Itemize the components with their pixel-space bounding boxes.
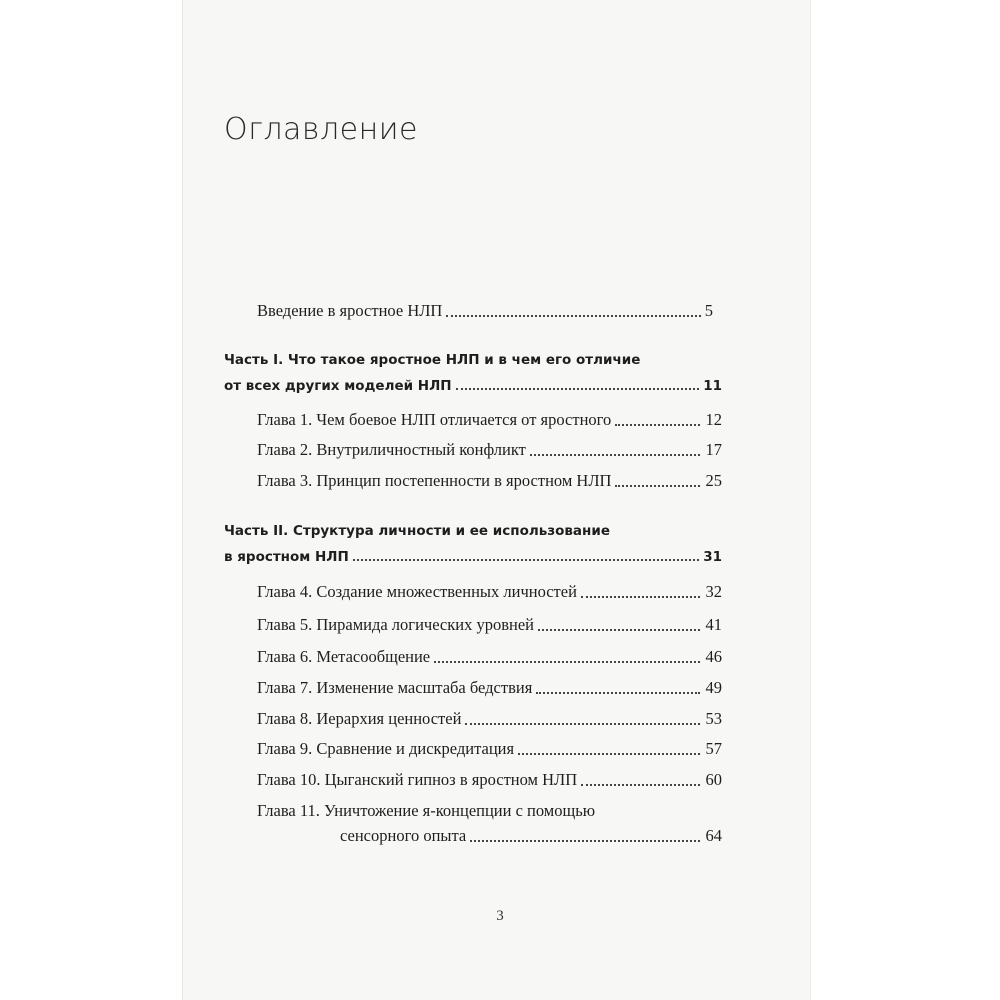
toc-entry-label: Введение в яростное НЛП — [257, 301, 443, 320]
part-2-heading-line1: Часть II. Структура личности и ее использование — [224, 523, 610, 539]
toc-entry-page: 5 — [704, 301, 713, 320]
toc-entry-label: Глава 9. Сравнение и дискредитация — [257, 739, 515, 758]
toc-entry-page: 53 — [705, 709, 722, 728]
toc-entry-label: Глава 7. Изменение масштаба бедствия — [257, 678, 533, 697]
toc-entry-label: Глава 10. Цыганский гипноз в яростном НЛП — [257, 770, 578, 789]
toc-entry-page: 60 — [705, 770, 722, 789]
toc-entry-page: 12 — [705, 410, 722, 429]
toc-entry-page: 41 — [705, 615, 722, 634]
toc-entry-page: 11 — [703, 378, 722, 394]
toc-entry-page: 17 — [705, 440, 722, 459]
book-page — [183, 0, 810, 1000]
toc-entry-page: 46 — [705, 647, 722, 666]
toc-entry-chapter-6 — [257, 647, 722, 667]
toc-entry-chapter-3 — [257, 471, 722, 491]
toc-entry-part-1 — [224, 378, 722, 394]
leader-dots — [446, 314, 700, 317]
leader-dots — [353, 558, 699, 561]
leader-dots — [518, 752, 700, 755]
toc-entry-label: Глава 11. Уничтожение я-концепции с помощью — [257, 801, 596, 820]
toc-entry-label: Глава 5. Пирамида логических уровней — [257, 615, 534, 634]
toc-entry-chapter-11 — [340, 826, 722, 846]
toc-entry-part-2 — [224, 549, 722, 565]
leader-dots — [538, 628, 700, 631]
toc-entry-page: 31 — [703, 549, 722, 565]
toc-entry-page: 57 — [705, 739, 722, 758]
leader-dots — [536, 691, 700, 694]
part-1-heading-line1: Часть I. Что такое яростное НЛП и в чем его отличие — [224, 352, 641, 368]
toc-title: Оглавление — [224, 112, 418, 147]
toc-entry-chapter-2 — [257, 440, 722, 460]
part-2-heading-line2: в яростном НЛП — [224, 549, 349, 565]
toc-entry-chapter-8 — [257, 709, 722, 729]
toc-entry-label: Глава 1. Чем боевое НЛП отличается от яростного — [257, 410, 612, 429]
toc-entry-chapter-11-line1 — [257, 801, 595, 821]
leader-dots — [581, 595, 700, 598]
leader-dots — [615, 423, 700, 426]
toc-entry-page: 49 — [705, 678, 722, 697]
leader-dots — [530, 453, 700, 456]
leader-dots — [470, 839, 700, 842]
toc-entry-chapter-9 — [257, 739, 722, 759]
toc-entry-label-continued: сенсорного опыта — [340, 826, 467, 845]
toc-entry-label: Глава 8. Иерархия ценностей — [257, 709, 462, 728]
toc-entry-chapter-5 — [257, 615, 722, 635]
leader-dots — [434, 660, 700, 663]
toc-entry-intro — [257, 301, 713, 321]
leader-dots — [465, 722, 700, 725]
toc-entry-label: Глава 4. Создание множественных личностей — [257, 582, 577, 601]
leader-dots — [581, 783, 700, 786]
part-1-heading-line2: от всех других моделей НЛП — [224, 378, 452, 394]
page-number: 3 — [496, 908, 504, 924]
toc-entry-chapter-1 — [257, 410, 722, 430]
toc-entry-label: Глава 3. Принцип постепенности в яростном НЛП — [257, 471, 612, 490]
toc-entry-page: 64 — [705, 826, 722, 845]
toc-entry-label: Глава 2. Внутриличностный конфликт — [257, 440, 526, 459]
leader-dots — [615, 484, 700, 487]
toc-entry-page: 32 — [705, 582, 722, 601]
toc-entry-label: Глава 6. Метасообщение — [257, 647, 431, 666]
leader-dots — [456, 387, 700, 390]
toc-entry-page: 25 — [705, 471, 722, 490]
toc-entry-chapter-10 — [257, 770, 722, 790]
toc-entry-chapter-7 — [257, 678, 722, 698]
toc-entry-chapter-4 — [257, 582, 722, 602]
